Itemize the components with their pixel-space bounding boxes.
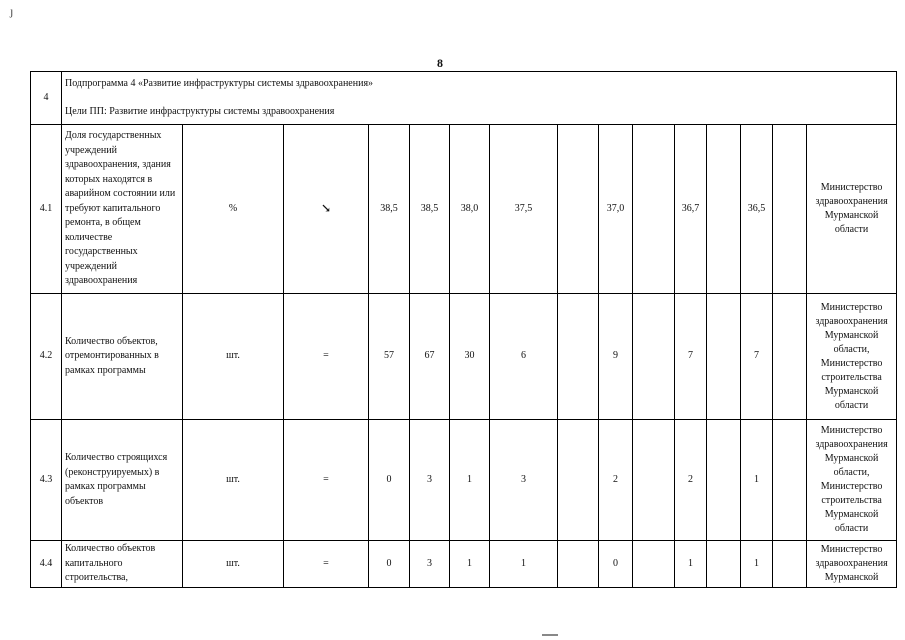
value-cell: 36,7 — [675, 125, 707, 294]
value-cell: 2 — [675, 420, 707, 541]
value-cell: 1 — [450, 541, 490, 588]
responsible-cell: Министерство здравоохранения Мурманской области — [807, 125, 897, 294]
row-id: 4.1 — [31, 125, 62, 294]
unit-cell: шт. — [183, 420, 284, 541]
indicator-name: Количество строящихся (реконструируемых) в рамках программы объектов — [62, 420, 183, 541]
value-cell: 36,5 — [741, 125, 773, 294]
value-cell: 3 — [410, 420, 450, 541]
subprogram-number: 4 — [31, 72, 62, 125]
trend-down-arrow-icon: ↘ — [320, 200, 332, 215]
corner-mark: ȷ — [10, 4, 14, 18]
row-id: 4.2 — [31, 294, 62, 420]
empty-cell — [773, 420, 807, 541]
value-cell: 7 — [741, 294, 773, 420]
responsible-cell: Министерство здравоохранения Мурманской области, Министерство строительства Мурманской области — [807, 420, 897, 541]
indicators-table — [30, 71, 897, 588]
value-cell: 67 — [410, 294, 450, 420]
table-row — [31, 541, 897, 588]
empty-cell — [558, 294, 599, 420]
empty-cell — [558, 125, 599, 294]
trend-cell: = — [284, 541, 369, 588]
empty-cell — [558, 541, 599, 588]
value-cell: 38,5 — [410, 125, 450, 294]
empty-cell — [633, 541, 675, 588]
value-cell: 57 — [369, 294, 410, 420]
value-cell: 3 — [490, 420, 558, 541]
table-row — [31, 420, 897, 541]
row-id: 4.4 — [31, 541, 62, 588]
table-row — [31, 294, 897, 420]
empty-cell — [707, 125, 741, 294]
indicator-name: Количество объектов, отремонтированных в рамках программы — [62, 294, 183, 420]
value-cell: 0 — [369, 420, 410, 541]
unit-cell: % — [183, 125, 284, 294]
empty-cell — [707, 420, 741, 541]
value-cell: 1 — [490, 541, 558, 588]
subprogram-goal: Цели ПП: Развитие инфраструктуры системы здравоохранения — [65, 106, 335, 117]
value-cell: 6 — [490, 294, 558, 420]
subprogram-title: Подпрограмма 4 «Развитие инфраструктуры системы здравоохранения» — [65, 78, 374, 89]
page-number: 8 — [437, 56, 443, 70]
empty-cell — [633, 125, 675, 294]
empty-cell — [707, 294, 741, 420]
responsible-cell: Министерство здравоохранения Мурманской — [807, 541, 897, 588]
indicator-name: Доля государственных учреждений здравоохранения, здания которых находятся в аварийном состоянии или требуют капитального ремонта, в общем количестве государственных учреждений здравоохранения — [62, 125, 183, 294]
empty-cell — [707, 541, 741, 588]
row-id: 4.3 — [31, 420, 62, 541]
value-cell: 37,5 — [490, 125, 558, 294]
trend-cell: = — [284, 420, 369, 541]
value-cell: 9 — [599, 294, 633, 420]
value-cell: 0 — [599, 541, 633, 588]
value-cell: 3 — [410, 541, 450, 588]
empty-cell — [773, 294, 807, 420]
trend-cell — [284, 125, 369, 294]
empty-cell — [633, 294, 675, 420]
value-cell: 1 — [741, 420, 773, 541]
indicator-name: Количество объектов капитального строительства, — [62, 541, 183, 588]
empty-cell — [773, 125, 807, 294]
unit-cell: шт. — [183, 541, 284, 588]
scan-mark — [542, 634, 558, 636]
value-cell: 1 — [741, 541, 773, 588]
empty-cell — [558, 420, 599, 541]
empty-cell — [633, 420, 675, 541]
value-cell: 1 — [675, 541, 707, 588]
value-cell: 1 — [450, 420, 490, 541]
value-cell: 2 — [599, 420, 633, 541]
trend-cell: = — [284, 294, 369, 420]
empty-cell — [773, 541, 807, 588]
value-cell: 0 — [369, 541, 410, 588]
table-row — [31, 125, 897, 294]
value-cell: 38,0 — [450, 125, 490, 294]
value-cell: 37,0 — [599, 125, 633, 294]
value-cell: 38,5 — [369, 125, 410, 294]
responsible-cell: Министерство здравоохранения Мурманской области, Министерство строительства Мурманской области — [807, 294, 897, 420]
subprogram-cell — [62, 72, 897, 125]
subprogram-row — [31, 72, 897, 125]
value-cell: 7 — [675, 294, 707, 420]
value-cell: 30 — [450, 294, 490, 420]
unit-cell: шт. — [183, 294, 284, 420]
